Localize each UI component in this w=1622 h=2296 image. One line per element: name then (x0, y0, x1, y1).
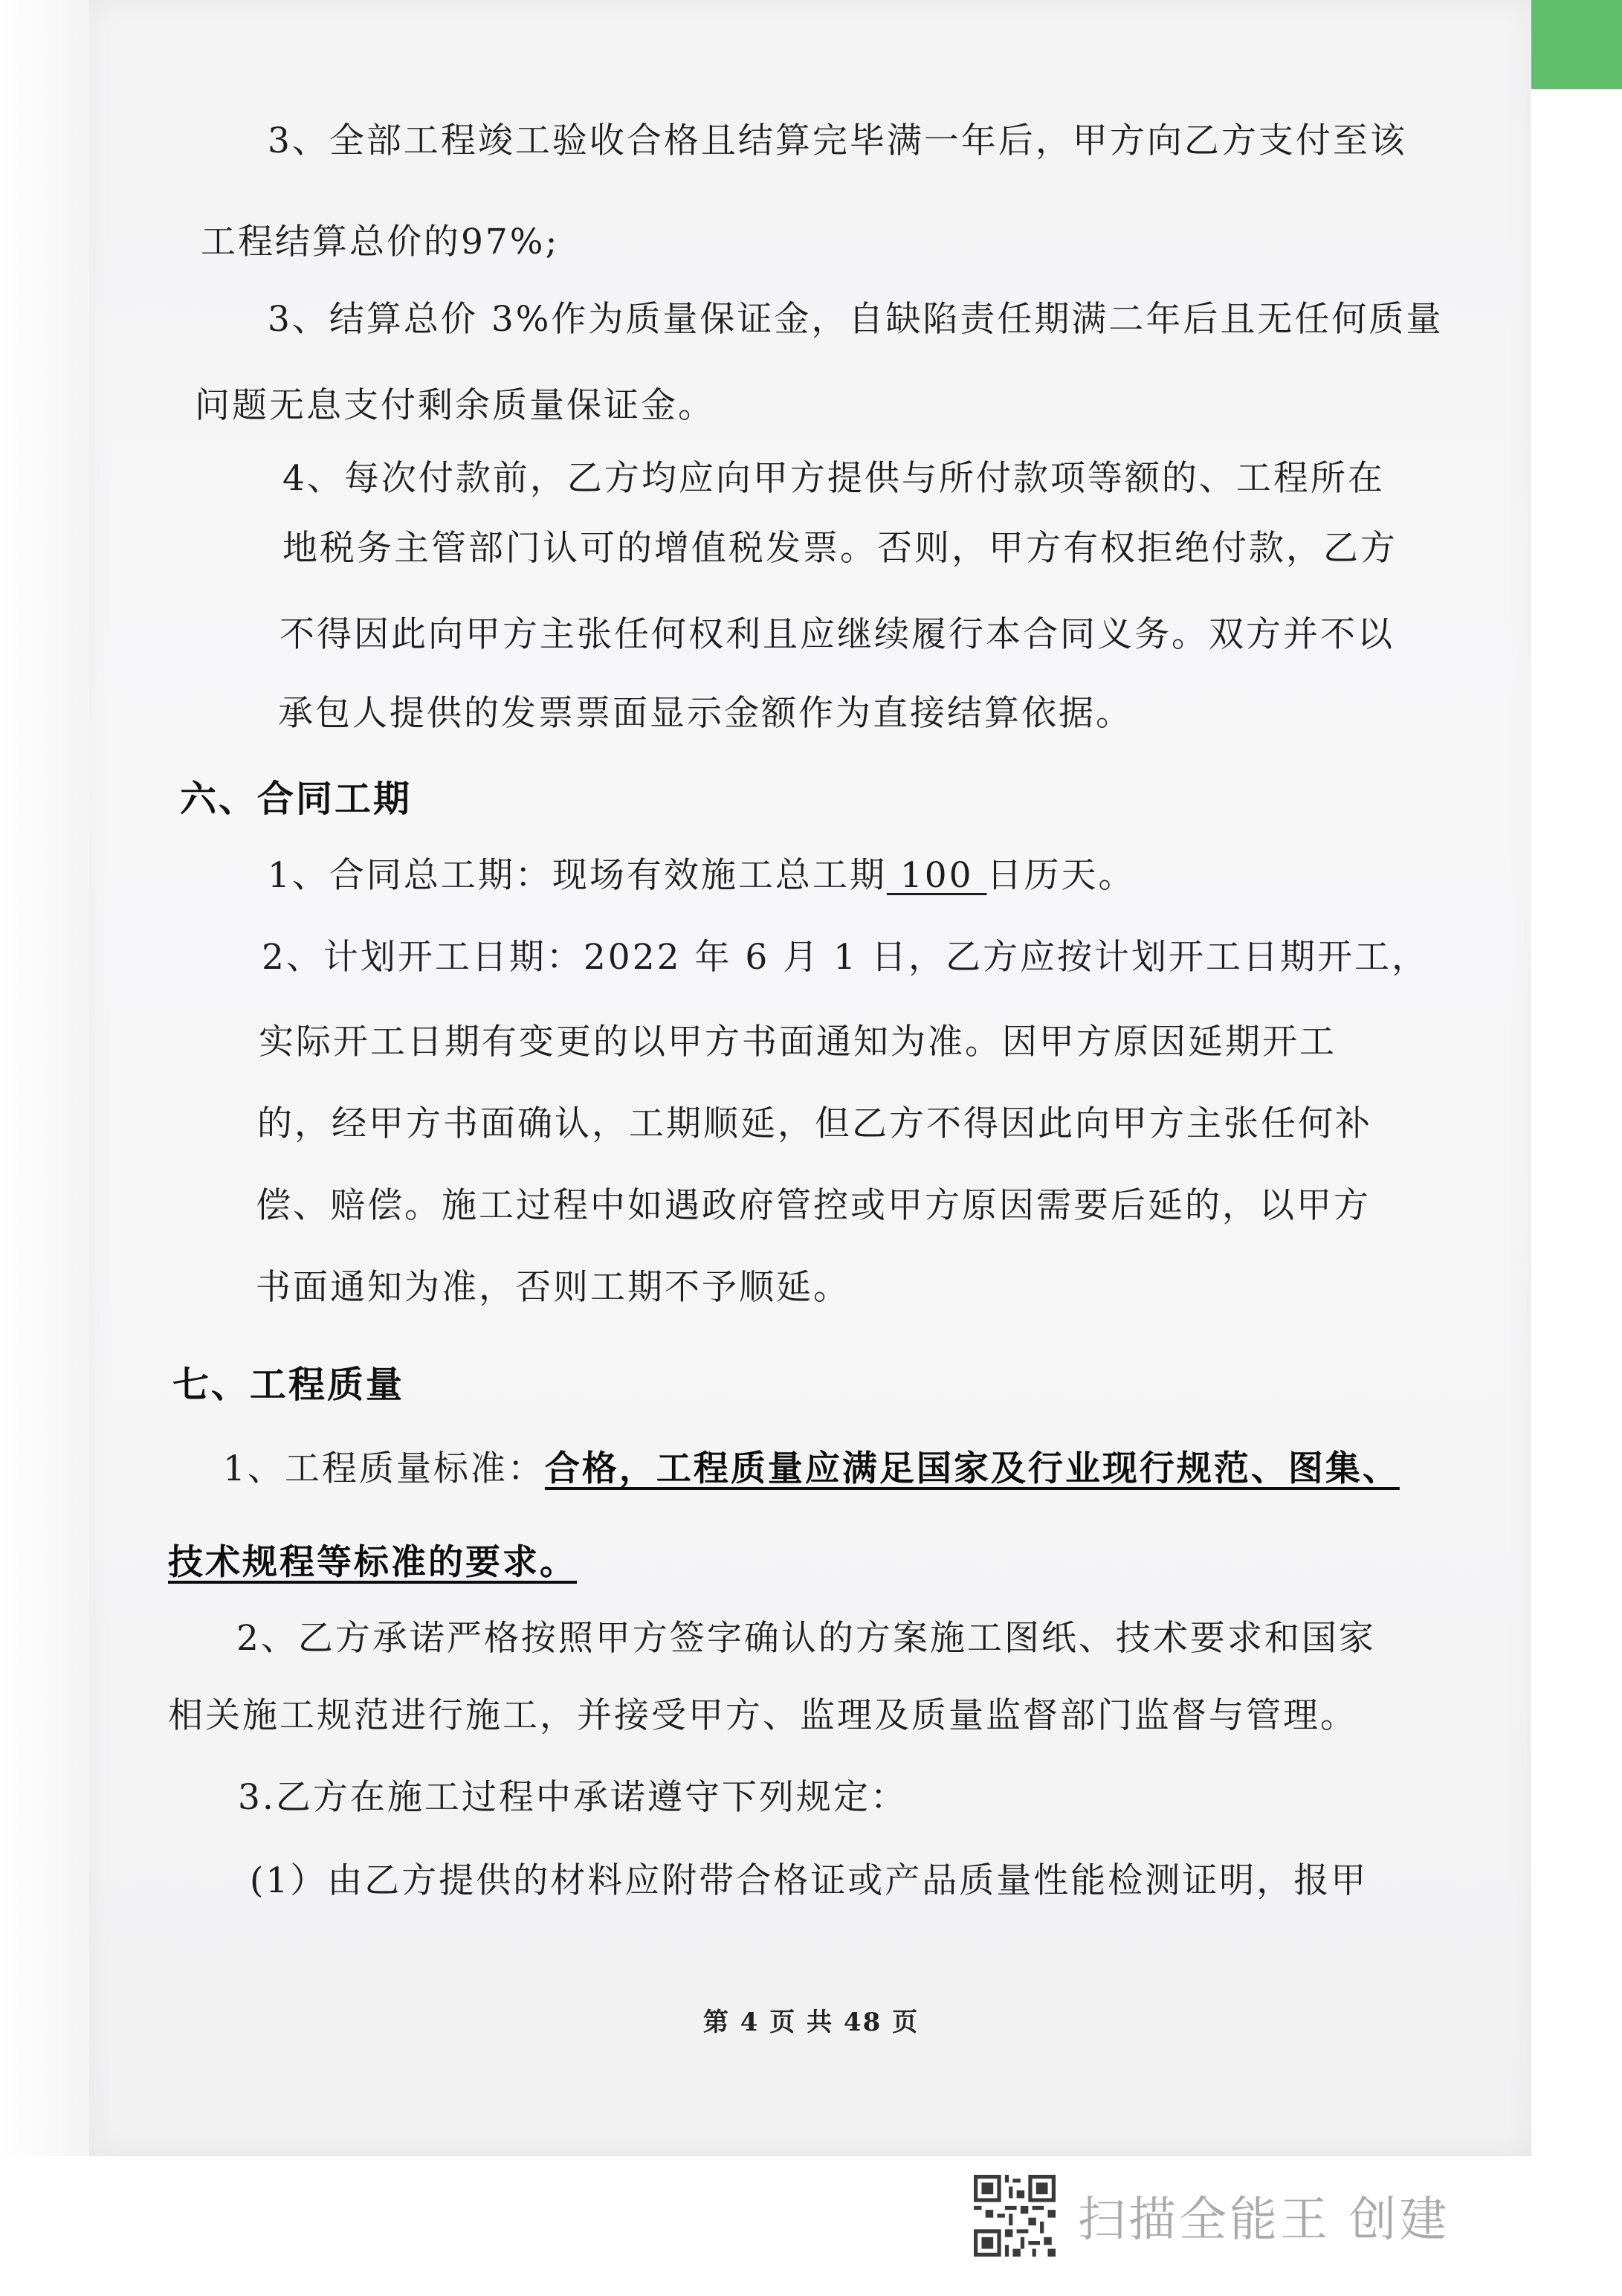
paragraph-3b-line-2: 问题无息支付剩余质量保证金。 (195, 385, 715, 426)
section-7-item-1-line-2 (168, 1535, 577, 1584)
section-6-item-2-line-5: 书面通知为准，否则工期不予顺延。 (256, 1267, 850, 1308)
section-6-item-1 (268, 848, 1136, 897)
scan-right-margin (1531, 89, 1622, 2156)
section-6-item-2-line-2: 实际开工日期有变更的以甲方书面通知为准。因甲方原因延期开工 (259, 1022, 1337, 1062)
section-7-item-3-sub-1: (1）由乙方提供的材料应附带合格证或产品质量性能检测证明，报甲 (250, 1860, 1369, 1901)
section-6-item-1-prefix: 1、合同总工期：现场有效施工总工期 (268, 855, 887, 896)
paragraph-4-line-3: 不得因此向甲方主张任何权利且应继续履行本合同义务。双方并不以 (280, 614, 1395, 655)
paragraph-3b-line-1: 3、结算总价 3%作为质量保证金，自缺陷责任期满二年后且无任何质量 (268, 299, 1444, 340)
quality-standard-emphasis-2: 技术规程等标准的要求。 (168, 1542, 577, 1583)
section-6-item-2-line-1: 2、计划开工日期：2022 年 6 月 1 日，乙方应按计划开工日期开工， (262, 937, 1429, 978)
qr-code-icon (974, 2175, 1056, 2257)
section-7-item-2-line-1: 2、乙方承诺严格按照甲方签字确认的方案施工图纸、技术要求和国家 (236, 1618, 1376, 1659)
quality-standard-label: 1、工程质量标准： (223, 1448, 545, 1489)
page-number-footer: 第 4 页 共 48 页 (702, 2008, 920, 2037)
section-7-heading: 七、工程质量 (172, 1363, 405, 1406)
total-duration-value: 100 (886, 855, 987, 896)
watermark-text: 扫描全能王 创建 (1078, 2193, 1450, 2248)
section-7-item-2-line-2: 相关施工规范进行施工，并接受甲方、监理及质量监督部门监督与管理。 (168, 1695, 1357, 1736)
scanner-watermark (974, 2171, 1450, 2260)
scan-left-margin (0, 0, 89, 2156)
paragraph-4-line-1: 4、每次付款前，乙方均应向甲方提供与所付款项等额的、工程所在 (282, 458, 1385, 499)
section-7-item-1-line-1 (223, 1441, 1400, 1491)
section-6-heading: 六、合同工期 (180, 777, 413, 820)
paragraph-4-line-2: 地税务主管部门认可的增值税发票。否则，甲方有权拒绝付款，乙方 (282, 528, 1398, 569)
paragraph-4-line-4: 承包人提供的发票票面显示金额作为直接结算依据。 (278, 693, 1133, 734)
section-6-item-2-line-4: 偿、赔偿。施工过程中如遇政府管控或甲方原因需要后延的，以甲方 (256, 1185, 1371, 1226)
paragraph-3-line-2: 工程结算总价的97%; (201, 222, 560, 262)
section-6-item-1-suffix: 日历天。 (986, 855, 1136, 896)
section-6-item-2-line-3: 的，经甲方书面确认，工期顺延，但乙方不得因此向甲方主张任何补 (257, 1103, 1372, 1144)
quality-standard-emphasis-1: 合格，工程质量应满足国家及行业现行规范、图集、 (544, 1448, 1400, 1489)
paragraph-3-line-1: 3、全部工程竣工验收合格且结算完毕满一年后，甲方向乙方支付至该 (268, 120, 1407, 161)
section-7-item-3: 3.乙方在施工过程中承诺遵守下列规定： (238, 1777, 908, 1818)
scan-edge-green (1531, 0, 1622, 89)
